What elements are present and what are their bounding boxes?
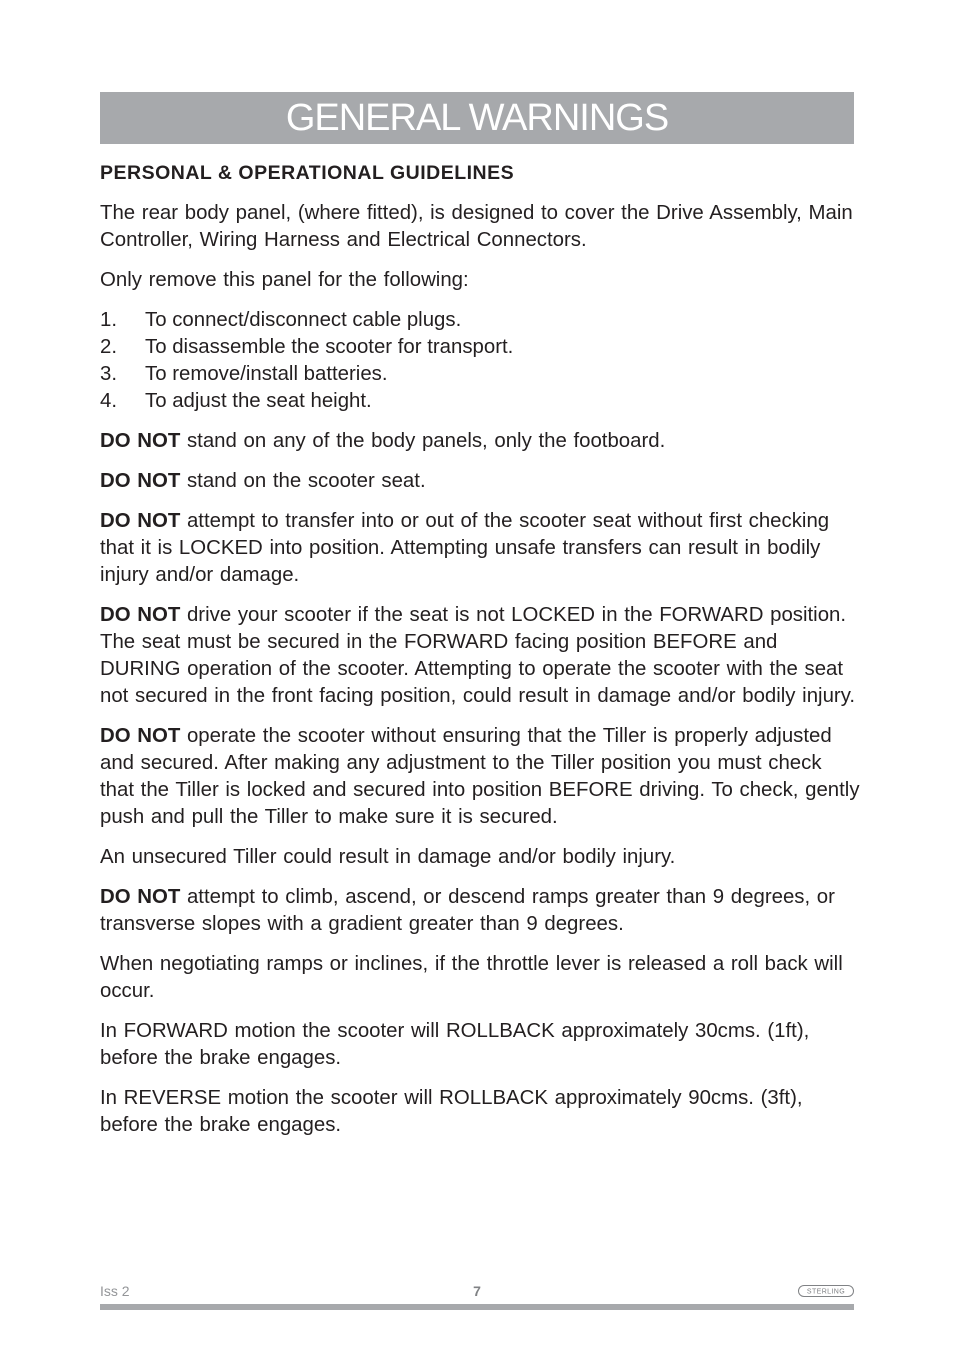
warning-seat-transfer [100,508,860,589]
list-item-text: To connect/disconnect cable plugs. [145,309,462,331]
warning-text: attempt to transfer into or out of the scooter seat without first checking that it is LOCKED into position. Attempting unsafe transfers can result in bodily injury and/or damage. [100,510,830,586]
warning-text: drive your scooter if the seat is not LOCKED in the FORWARD position. The seat must be secured in the FORWARD facing position BEFORE and DURING operation of the scooter. Attempting to operate the scooter with the seat not secured in the front facing position, could result in damage and/or bodily injury. [100,604,856,707]
page-number: 7 [473,1283,481,1299]
warning-seat-standing [100,468,860,495]
sterling-logo-icon [798,1285,854,1297]
list-item-text: To remove/install batteries. [145,363,388,385]
page-title-banner [100,92,854,144]
warning-text: attempt to climb, ascend, or descend ramps greater than 9 degrees, or transverse slopes with a gradient greater than 9 degrees. [100,886,835,935]
footer-rule [100,1304,854,1310]
list-item [100,307,860,334]
warning-ramps [100,884,860,938]
intro-paragraph: The rear body panel, (where fitted), is designed to cover the Drive Assembly, Main Controller, Wiring Harness and Electrical Connectors. [100,202,853,251]
warning-lead: DO NOT [100,604,181,626]
warning-text: stand on any of the body panels, only the footboard. [180,430,666,452]
warning-lead: DO NOT [100,430,181,452]
rollback-intro: When negotiating ramps or inclines, if the throttle lever is released a roll back will occur. [100,953,843,1002]
warning-lead: DO NOT [100,886,181,908]
warning-lead: DO NOT [100,510,181,532]
list-item-text: To adjust the seat height. [145,390,372,412]
removal-reasons-list [100,307,860,415]
list-item [100,388,860,415]
document-body [100,160,860,1152]
list-item-number: 2. [100,336,118,358]
list-item [100,334,860,361]
only-remove-paragraph: Only remove this panel for the following: [100,269,469,291]
list-item [100,361,860,388]
logo-text: STERLING [806,1288,846,1296]
rollback-forward: In FORWARD motion the scooter will ROLLBACK approximately 30cms. (1ft), before the brake engages. [100,1020,810,1069]
list-item-number: 1. [100,309,118,331]
warning-text: stand on the scooter seat. [180,470,426,492]
warning-seat-forward [100,602,860,710]
rollback-reverse: In REVERSE motion the scooter will ROLLBACK approximately 90cms. (3ft), before the brake engages. [100,1087,803,1136]
list-item-number: 3. [100,363,118,385]
tiller-note: An unsecured Tiller could result in damage and/or bodily injury. [100,846,676,868]
warning-tiller [100,723,860,831]
page-title: GENERAL WARNINGS [285,96,669,139]
warning-text: operate the scooter without ensuring that the Tiller is properly adjusted and secured. After making any adjustment to the Tiller position you must check that the Tiller is locked and secured into position BEFORE driving. To check, gently push and pull the Tiller to make sure it is secured. [100,725,860,828]
warning-lead: DO NOT [100,725,181,747]
section-heading: PERSONAL & OPERATIONAL GUIDELINES [100,162,515,184]
list-item-text: To disassemble the scooter for transport. [145,336,514,358]
issue-label: Iss 2 [100,1283,130,1299]
warning-body-panels [100,428,860,455]
list-item-number: 4. [100,390,118,412]
warning-lead: DO NOT [100,470,181,492]
